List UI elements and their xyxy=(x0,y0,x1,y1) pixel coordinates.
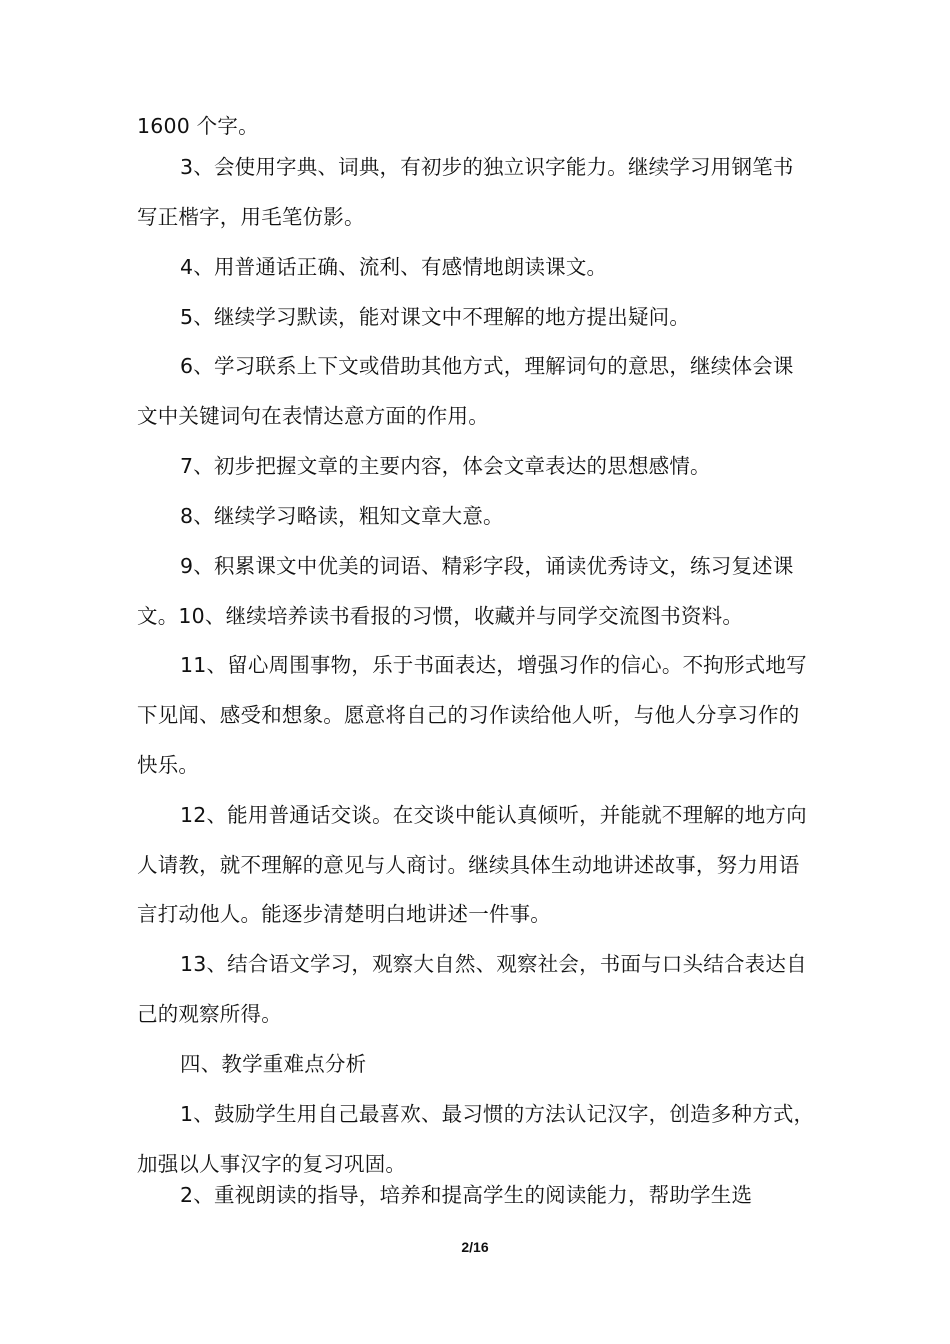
text-line: 快乐。 xyxy=(137,753,200,777)
text-line: 文。10、继续培养读书看报的习惯，收藏并与同学交流图书资料。 xyxy=(137,604,744,628)
text-line: 11、留心周围事物，乐于书面表达，增强习作的信心。不拘形式地写 xyxy=(180,653,807,677)
text-line: 下见闻、感受和想象。愿意将自己的习作读给他人听，与他人分享习作的 xyxy=(137,703,800,727)
text-line: 加强以人事汉字的复习巩固。 xyxy=(137,1152,407,1176)
text-line: 1600 个字。 xyxy=(137,114,259,138)
section-heading: 四、教学重难点分析 xyxy=(180,1052,367,1076)
text-line: 8、继续学习略读，粗知文章大意。 xyxy=(180,504,504,528)
text-line: 12、能用普通话交谈。在交谈中能认真倾听，并能就不理解的地方向 xyxy=(180,803,807,827)
text-line: 13、结合语文学习，观察大自然、观察社会，书面与口头结合表达自 xyxy=(180,952,807,976)
text-line: 5、继续学习默读，能对课文中不理解的地方提出疑问。 xyxy=(180,305,691,329)
text-line: 4、用普通话正确、流利、有感情地朗读课文。 xyxy=(180,255,608,279)
text-line: 己的观察所得。 xyxy=(137,1002,282,1026)
text-line: 人请教，就不理解的意见与人商讨。继续具体生动地讲述故事，努力用语 xyxy=(137,853,800,877)
text-line: 7、初步把握文章的主要内容，体会文章表达的思想感情。 xyxy=(180,454,711,478)
text-line: 言打动他人。能逐步清楚明白地讲述一件事。 xyxy=(137,902,551,926)
text-line: 9、积累课文中优美的词语、精彩字段，诵读优秀诗文，练习复述课 xyxy=(180,554,794,578)
page-number: 2/16 xyxy=(461,1239,489,1255)
text-line: 1、鼓励学生用自己最喜欢、最习惯的方法认记汉字，创造多种方式， xyxy=(180,1102,815,1126)
text-line: 2、重视朗读的指导，培养和提高学生的阅读能力，帮助学生选 xyxy=(180,1183,753,1207)
text-line: 文中关键词句在表情达意方面的作用。 xyxy=(137,404,489,428)
text-line: 3、会使用字典、词典，有初步的独立识字能力。继续学习用钢笔书 xyxy=(180,155,794,179)
text-line: 6、学习联系上下文或借助其他方式，理解词句的意思，继续体会课 xyxy=(180,354,794,378)
text-line: 写正楷字，用毛笔仿影。 xyxy=(137,205,365,229)
